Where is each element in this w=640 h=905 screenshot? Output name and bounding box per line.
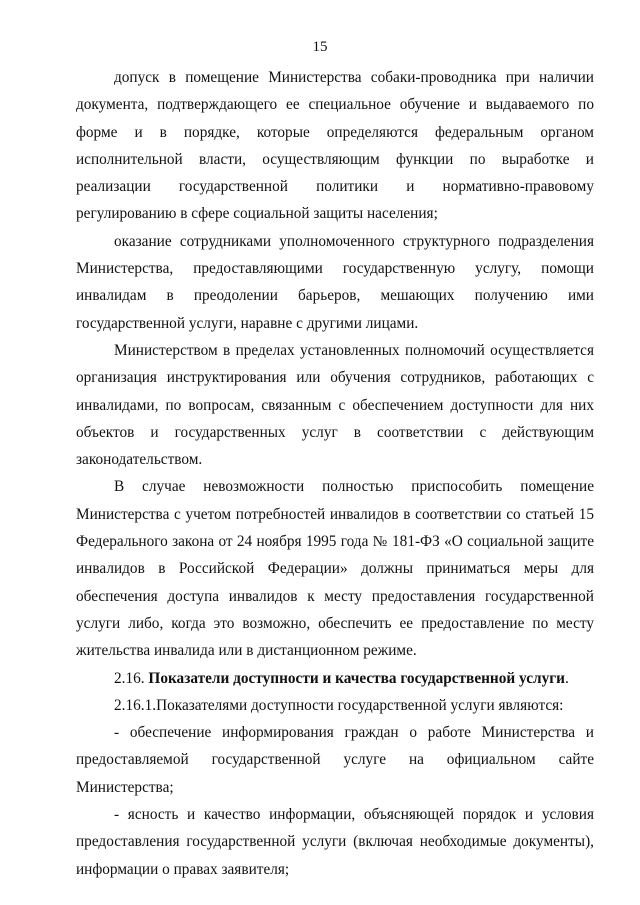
paragraph-staff-training: Министерством в пределах установленных полномочий осуществляется организация инструктирования или обучения сотрудников, работающих с инвалидами, по вопросам, связанным с обеспечением доступности для них объектов и государственных услуг в соответствии с действующим законодательством.	[76, 341, 594, 469]
page-number: 15	[312, 39, 328, 55]
section-heading	[76, 665, 594, 692]
section-title: Показатели доступности и качества государственной услуги	[148, 669, 565, 687]
list-item-informing: - обеспечение информирования граждан о работе Министерства и предоставляемой государственной услуге на официальном сайте Министерства;	[76, 724, 594, 796]
document-body	[76, 64, 594, 883]
paragraph-accessibility-measures: В случае невозможности полностью приспособить помещение Министерства с учетом потребностей инвалидов в соответствии со статьей 15 Федерального закона от 24 ноября 1995 года № 181-ФЗ «О социальной защите инвалидов в Российской Федерации» должны приниматься меры для обеспечения доступа инвалидов к месту предоставления государственной услуги либо, когда это возможно, обеспечить ее предоставление по месту жительства инвалида или в дистанционном режиме.	[76, 478, 594, 660]
section-heading-end: .	[564, 669, 569, 687]
paragraph-guide-dog: допуск в помещение Министерства собаки-проводника при наличии документа, подтверждающего ее специальное обучение и выдаваемого по форме и в порядке, которые определяются федеральным органом исполнительной власти, осуществляющим функции по выработке и реализации государственной политики и нормативно-правовому регулированию в сфере социальной защиты населения;	[76, 69, 594, 223]
paragraph-indicators-intro: 2.16.1.Показателями доступности государственной услуги являются:	[114, 696, 564, 714]
list-item-information-clarity: - ясность и качество информации, объясняющей порядок и условия предоставления государственной услуги (включая необходимые документы), информации о правах заявителя;	[76, 806, 594, 878]
section-number: 2.16.	[114, 669, 149, 687]
paragraph-staff-assistance: оказание сотрудниками уполномоченного структурного подразделения Министерства, предоставляющими государственную услугу, помощи инвалидам в преодолении барьеров, мешающих получению ими государственной услуги, наравне с другими лицами.	[76, 232, 594, 332]
